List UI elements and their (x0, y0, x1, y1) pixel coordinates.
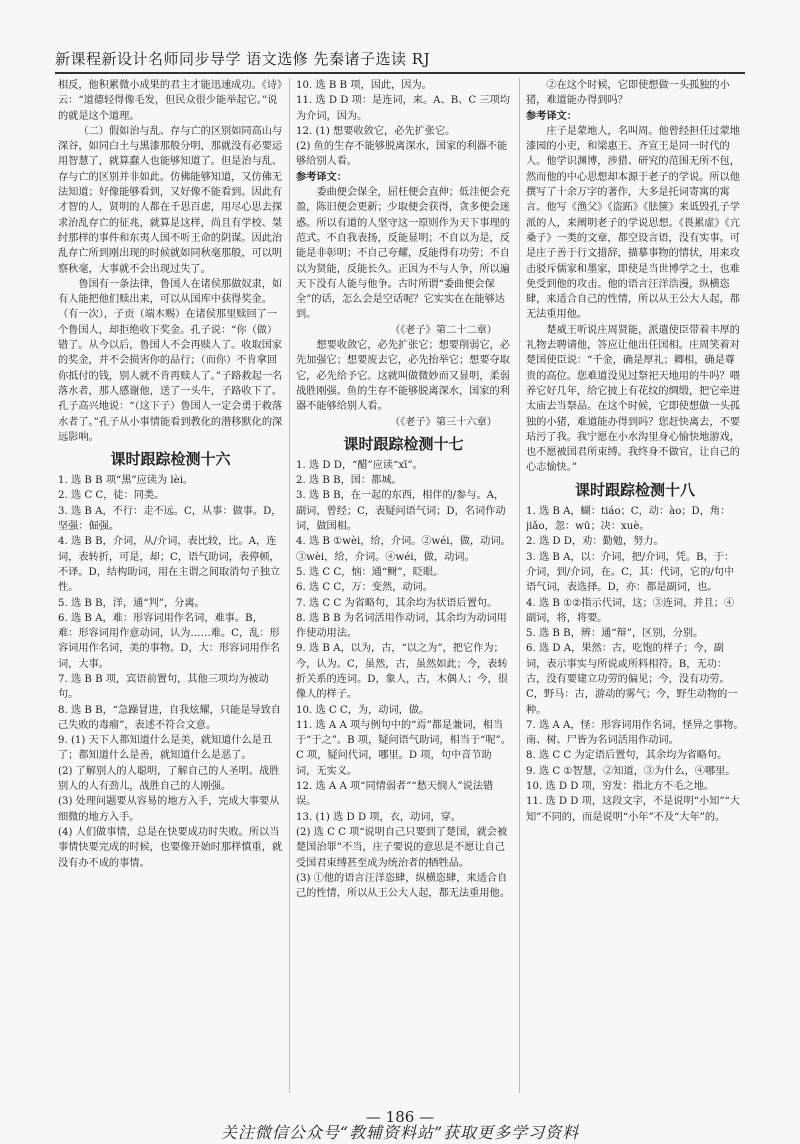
source-citation: （《老子》第三十六章） (390, 416, 497, 428)
answer-line: （二）假如治与乱、存与亡的区别如同高山与深谷，如同白土与黑漆那般分明，那就没有必要运用智慧了，就算蠢人也能够知道了。但是治与乱、存与亡的区别并非如此。仿佛能够知道，又仿佛无法知道；好像能够看到，又好像不能看到。因此有才智的人，贤明的人都在千思百虑，用尽心思去探求治乱存亡的征兆，就算是这样，尚且有学校、桀纣那样的事件和东夷人国不听王命的阴谋。因此治乱存亡所到刚出现的时候就如同秋毫那般，可以明察秋毫，大事就不会出现过失了。 (58, 125, 283, 275)
answer-line: 10. 选 D D 项，穷发：指北方不毛之地。 (526, 781, 715, 793)
answer-line: 7. 选 B B 项，宾语前置句，其他三项均为被动句。 (58, 673, 269, 701)
answer-line: 13. (1) 选 D D 项，衣，动词，穿。 (296, 811, 462, 823)
answer-line: 11. 选 D D 项，这段文字，不是说明“小知”“大知”不同的，而是说明“小年”不及“大年”的。 (526, 796, 740, 823)
column-right (526, 78, 744, 1103)
answers-18 (526, 504, 744, 825)
answer-line: 12. 选 A A 项“同情弱者”“愁天悯人”说法错误。 (296, 781, 494, 808)
answer-line: (2) 选 C C 项“说明自己只要到了楚国，就会被楚国治罪”不当，庄子要说的意思是不愿让自己受国君束缚甚至成为统治者的牺牲品。 (296, 826, 508, 869)
answer-line: 11. 选 D D 项：是连词，来。A、B、C 三项均为介词，因为。 (296, 95, 510, 122)
footer-note: 关注微信公众号“教辅资料站”获取更多学习资料 (220, 1123, 580, 1142)
answer-line: 2. 选 D D，劝：勤勉，努力。 (526, 536, 664, 548)
answer-line: 5. 选 B B，辨：通“辩”，区别，分别。 (526, 628, 704, 640)
translation-paragraph: 庄子是蒙地人，名叫周。他曾经担任过蒙地漆园的小吏，和梁惠王、齐宣王是同一时代的人。他学识渊博，涉猎、研究的范围无所不包，然而他的中心思想却本源于老子的学说。所以他撰写了十余万字的著作，大多是托词寄寓的寓言。他写《渔父》《盗跖》《胠箧》来诋毁孔子学派的人，来阐明老子的学说思想。《畏累虚》《亢桑子》一类的文章，都空设言语，没有实事。可是庄子善于行文措辞，描摹事物的情状，用来攻击驳斥儒家和墨家，即使是当世博学之士，也难免受到他的攻击。他的语言汪洋浩漫，纵横恣肆，来适合自己的性情，所以从王公大人起，都无法重用他。 (526, 125, 740, 321)
answer-line: 1. 选 B A，蝴：tiáo；C，动：ào；D，角：jiǎo，忽：wū；决：xuè。 (526, 505, 731, 533)
answer-line: 12. (1) 想要收敛它，必先扩张它。 (296, 125, 456, 137)
answer-line: 7. 选 C C 为省略句，其余均为状语后置句。 (296, 597, 498, 609)
section-title-18: 课时跟踪检测十八 (574, 480, 695, 499)
answer-line: ②在这个时候，它即使想做一头孤独的小猪，难道能办得到吗？ (526, 80, 730, 107)
answer-line: 6. 选 D A，果然：古，吃饱的样子；今，副词，表示事实与所说或所料相符。B，无功：古，没有要建立功劳的偏见；今，没有功劳。C，野马：古，游动的雾气；今，野生动物的一种。 (526, 643, 738, 716)
answer-line: 9. 选 C ①智慧，②知道，③为什么，④哪里。 (526, 765, 736, 777)
answer-line: 相反，他积累微小成果的君主才能迅速成功。《诗》云：“道德轻得像毛发，但民众很少能举起它。”说的就是这个道理。 (58, 80, 283, 122)
column-left (58, 78, 283, 1103)
answer-line: 3. 选 B A，不行：走不远。C，从事：做事。D，坚强：倔强。 (58, 505, 282, 533)
source-citation: （《老子》第二十二章） (390, 324, 497, 336)
answer-line: 11. 选 A A 项与例句中的“焉”都是兼词，相当于“于之”。B 项，疑问语气助词，相当于“呢”。C 项，疑问代词，哪里。D 项，句中音节助词，无实义。 (296, 719, 511, 777)
page-number-value: 186 (385, 1108, 415, 1126)
translation-paragraph: 楚威王听说庄周贤能，派遣使臣带着丰厚的礼物去聘请他，答应让他出任国相。庄周笑着对楚国使臣说：“千金，确是厚礼；卿相，确是尊贵的高位。您难道没见过祭祀天地用的牛吗？喂养它好几年，给它披上有花纹的绸缎，把它牵进太庙去当祭品。在这个时候，它即使想做一头孤独的小猪，难道能办得到吗？您赶快离去，不要玷污了我。我宁愿在小水沟里身心愉快地游戏，也不愿被国君所束缚。我终身不做官，让自己的心志愉快。” (526, 324, 740, 474)
answer-line: 2. 选 B B，国：都城。 (296, 475, 402, 487)
answer-line: 8. 选 B B，“急躁冒进，自我炫耀，只能是导致自己失败的毒瘤”，表述不符合文意。 (58, 704, 281, 731)
answer-line: 3. 选 B A，以：介词，把/介词，凭。B，于：介词，到/介词，在。C，其：代词，它的/句中语气词，表选择。D，亦：都是副词，也。 (526, 551, 735, 594)
answers-15-end (296, 78, 511, 170)
reference-translation-label: 参考译文： (296, 170, 347, 183)
answer-columns (58, 78, 744, 1103)
answer-line: (3) ①他的语言汪洋恣肆，纵横恣肆，来适合自己的性情，所以从王公大人起，都无法重用他。 (296, 872, 510, 900)
answer-line: 10. 选 C C，为，动词，做。 (296, 704, 430, 716)
answer-line: 4. 选 B B，介词，从/介词，表比较，比。A，连词，表转折，可是，却；C，语气助词，表停顿，不译。D，结构助词，用在主谓之间取消句子独立性。 (58, 536, 281, 594)
reference-translation-label: 参考译文： (526, 109, 577, 122)
answer-line: 鲁国有一条法律，鲁国人在诸侯那做奴隶，如有人能把他们赎出来，可以从国库中获得奖金。（有一次），子贡（端木赐）在诸侯那里赎回了一个鲁国人，却拒绝收下奖金。孔子说：“你（做）错了。从今以后，鲁国人不会再赎人了。收取国家的奖金，并不会损害你的品行；（而你）不肯拿回你抵付的钱，别人就不肯再赎人了。”子路救起一名落水者，那人感谢他，送了一头牛，子路收下了。孔子高兴地说：“（这下子）鲁国人一定会勇于救落水者了。”孔子从小事情能看到教化的潜移默化的深远影响。 (58, 278, 283, 443)
answer-line: 3. 选 B B，在一起的东西，相伴的/参与。A，副词，曾经；C，表疑问语气词；D，名词作动词，做国相。 (296, 490, 506, 533)
answer-line: 1. 选 B B 项“黑”应读为 lèi。 (58, 475, 194, 487)
answer-line: 2. 选 C C，徒：同类。 (58, 490, 165, 502)
answer-line: 6. 选 C C，万：变然，动词。 (296, 582, 433, 594)
page-number: — 186 — (365, 1108, 435, 1126)
answer-line: 7. 选 A A，怪：形容词用作名词，怪异之事物。南、树、尸皆为名词活用作动词。 (526, 719, 744, 747)
answer-line: (2) 鱼的生存不能够脱离深水，国家的利器不能够给别人看。 (296, 141, 508, 168)
answer-line: 4. 选 B ①②指示代词，这；③连词，并且；④副词，将，将要。 (526, 597, 735, 624)
answer-line: 9. 选 B A，以为，古，“以之为”，把它作为；今，认为。C，虽然，古，虽然如此；今，表转折关系的连词。D，象人，古，木偶人；今，很像人的样子。 (296, 643, 508, 701)
answer-line: (4) 人们做事情，总是在快要成功时失败。所以当事情快要完成的时候，也要像开始时那样慎重，就没有办不成的事情。 (58, 826, 283, 869)
answer-line: 9. (1) 天下人都知道什么是美，就知道什么是丑了；都知道什么是善，就知道什么是恶了。 (58, 735, 273, 762)
translation-paragraph: 委曲便会保全，屈枉便会直伸；低洼便会充盈，陈旧便会更新；少取便会获得，贪多便会迷惑。所以有道的人坚守这一原则作为天下事理的范式。不自我表扬，反能显明；不自以为是，反能是非彰明；不自己夸耀，反能得有功劳；不自以为贤能，反能长久。正因为不与人争，所以遍天下没有人能与他争。古时所谓“委曲便会保全”的话，怎么会是空话呢？它实实在在能够达到。 (296, 187, 510, 321)
running-header: 新课程新设计名师同步导学 语文选修 先秦诸子选读 RJ (55, 48, 745, 74)
answer-line: 5. 选 C C，恼：通“鲥”，眨眼。 (296, 566, 444, 578)
answers-16 (58, 473, 283, 871)
answer-line: (3) 处理问题要从容易的地方入手，完成大事要从细微的地方入手。 (58, 796, 280, 823)
answers-17-end (526, 78, 744, 109)
answer-line: 1. 选 D D，“醋”应读“xī”。 (296, 459, 423, 471)
section-title-17: 课时跟踪检测十七 (343, 434, 464, 453)
column-divider (289, 78, 290, 1093)
answer-line: 8. 选 B B 为名词活用作动词，其余均为动词用作使动用法。 (296, 612, 507, 640)
answer-line: 4. 选 B ①wèi，给，介词。②wéi，做，动词。③wèi，给，介词。④wéi，做，动词。 (296, 536, 511, 563)
answer-line: 8. 选 C C 为定语后置句，其余均为省略句。 (526, 750, 728, 762)
answer-line: 10. 选 B B 项，因此，因为。 (296, 80, 432, 91)
column-middle (296, 78, 511, 1103)
translation-paragraph: 想要收敛它，必先扩张它；想要削弱它，必先加强它；想要废去它，必先抬举它；想要夺取它，必先给予它。这就叫做微妙而又显明，柔弱战胜刚强。鱼的生存不能够脱离深水，国家的利器不能够给别人看。 (296, 340, 510, 413)
answer-line: (2) 了解别人的人聪明，了解自己的人圣明。战胜别人的人有劲儿，战胜自己的人刚强。 (58, 765, 280, 793)
answer-line: 5. 选 B B，洋，通“判”，分离。 (58, 597, 205, 609)
answers-17 (296, 458, 511, 902)
answer-line: 6. 选 B A，难：形容词用作名词，难事。B，难：形容词用作意动词，认为……难。C，乱：形容词用作名词，美的事物。D，大：形容词用作名词，大事。 (58, 612, 281, 670)
section-title-16: 课时跟踪检测十六 (110, 450, 231, 469)
column-divider (519, 78, 520, 1093)
translation-block (58, 78, 283, 445)
